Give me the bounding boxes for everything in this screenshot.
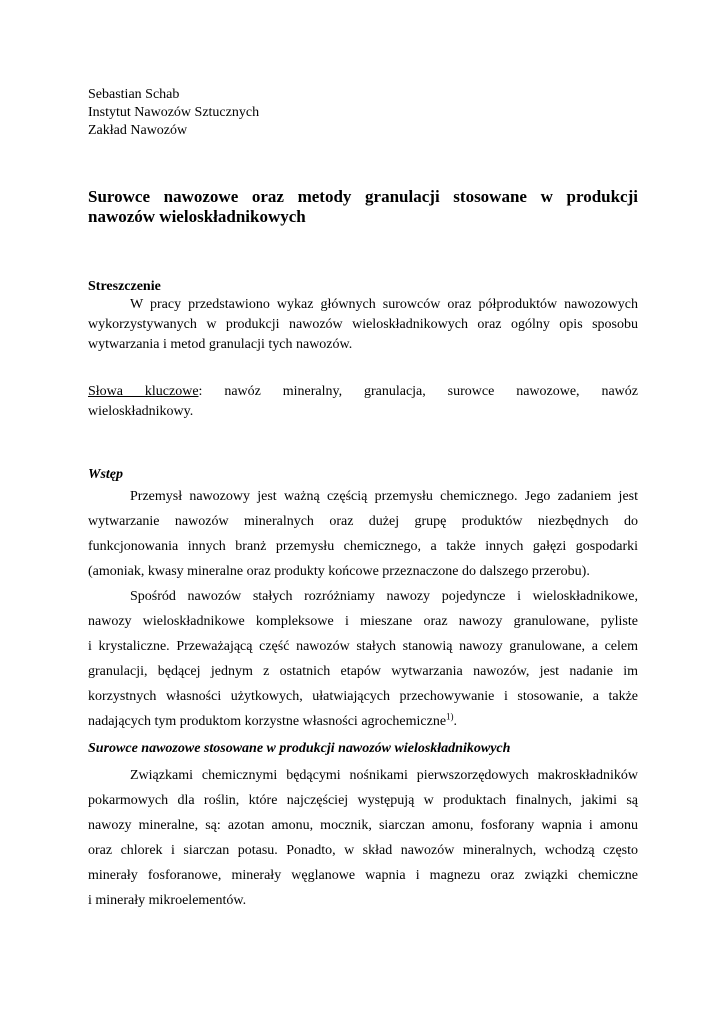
sentence-end: . bbox=[453, 714, 458, 729]
text-line: (amoniak, kwasy mineralne oraz produkty końcowe przeznaczone do dalszego przerobu). bbox=[88, 564, 590, 579]
section-heading: Surowce nawozowe stosowane w produkcji nawozów wieloskładnikowych bbox=[88, 741, 511, 756]
text-line: Przemysł nawozowy jest ważną częścią przemysłu chemicznego. Jego zadaniem jest bbox=[130, 489, 638, 504]
title-line-1: Surowce nawozowe oraz metody granulacji stosowane w produkcji bbox=[88, 187, 638, 206]
abstract-line: wytwarzania i metod granulacji tych nawozów. bbox=[88, 337, 353, 352]
intro-heading: Wstęp bbox=[88, 467, 123, 482]
abstract-heading: Streszczenie bbox=[88, 279, 161, 294]
footnote-marker: 1) bbox=[446, 711, 454, 722]
text-line: funkcjonowania innych branż przemysłu chemicznego, a także innych gałęzi gospodarki bbox=[88, 539, 638, 554]
text-line: korzystnych własności użytkowych, ułatwiających przechowywanie i stosowanie, a także bbox=[88, 689, 638, 704]
keywords bbox=[88, 382, 638, 422]
text-line: Związkami chemicznymi będącymi nośnikami pierwszorzędowych makroskładników bbox=[130, 768, 638, 783]
abstract-line: W pracy przedstawiono wykaz głównych surowców oraz półproduktów nawozowych bbox=[130, 297, 638, 312]
text-line: i minerały mikroelementów. bbox=[88, 893, 247, 908]
section-paragraph-1 bbox=[88, 763, 638, 913]
keywords-list: nawóz mineralny, granulacja, surowce nawozowe, nawóz bbox=[224, 384, 638, 399]
title-line-2: nawozów wieloskładnikowych bbox=[88, 207, 306, 226]
abstract-text bbox=[88, 295, 638, 355]
text-line: nawozy wieloskładnikowe kompleksowe i mieszane oraz nawozy granulowane, pyliste bbox=[88, 614, 638, 629]
keywords-label: Słowa kluczowe bbox=[88, 384, 199, 399]
text-line: Spośród nawozów stałych rozróżniamy nawozy pojedyncze i wieloskładnikowe, bbox=[130, 589, 638, 604]
text-line: pokarmowych dla roślin, które najczęściej występują w produktach finalnych, jakimi są bbox=[88, 793, 638, 808]
text-line: nawozy mineralne, są: azotan amonu, mocznik, siarczan amonu, fosforany wapnia i amonu bbox=[88, 818, 638, 833]
text-line: minerały fosforanowe, minerały węglanowe wapnia i magnezu oraz związki chemiczne bbox=[88, 868, 638, 883]
intro-paragraph-2 bbox=[88, 584, 638, 734]
text-line: wytwarzanie nawozów mineralnych oraz dużej grupę produktów niezbędnych do bbox=[88, 514, 638, 529]
keywords-line-1 bbox=[88, 382, 638, 402]
text-line-with-footnote bbox=[88, 709, 638, 734]
author-department: Zakład Nawozów bbox=[88, 123, 188, 138]
keywords-line-2: wieloskładnikowy. bbox=[88, 404, 194, 419]
keywords-colon: : bbox=[198, 384, 203, 399]
abstract-line: wykorzystywanych w produkcji nawozów wieloskładnikowych oraz ogólny opis sposobu bbox=[88, 317, 638, 332]
text-line: nadających tym produktom korzystne własności agrochemiczne bbox=[88, 714, 447, 729]
text-line: oraz chlorek i siarczan potasu. Ponadto, w skład nawozów mineralnych, wchodzą często bbox=[88, 843, 638, 858]
author-institute: Instytut Nawozów Sztucznych bbox=[88, 105, 260, 120]
author-block bbox=[88, 86, 259, 140]
author-name: Sebastian Schab bbox=[88, 87, 180, 102]
text-line: i krystaliczne. Przeważającą część nawozów stałych stanowią nawozy granulowane, a celem bbox=[88, 639, 638, 654]
paper-title bbox=[88, 187, 638, 227]
text-line: granulacji, będącej jednym z ostatnich etapów wytwarzania nawozów, jest nadanie im bbox=[88, 664, 638, 679]
intro-paragraph-1 bbox=[88, 484, 638, 584]
